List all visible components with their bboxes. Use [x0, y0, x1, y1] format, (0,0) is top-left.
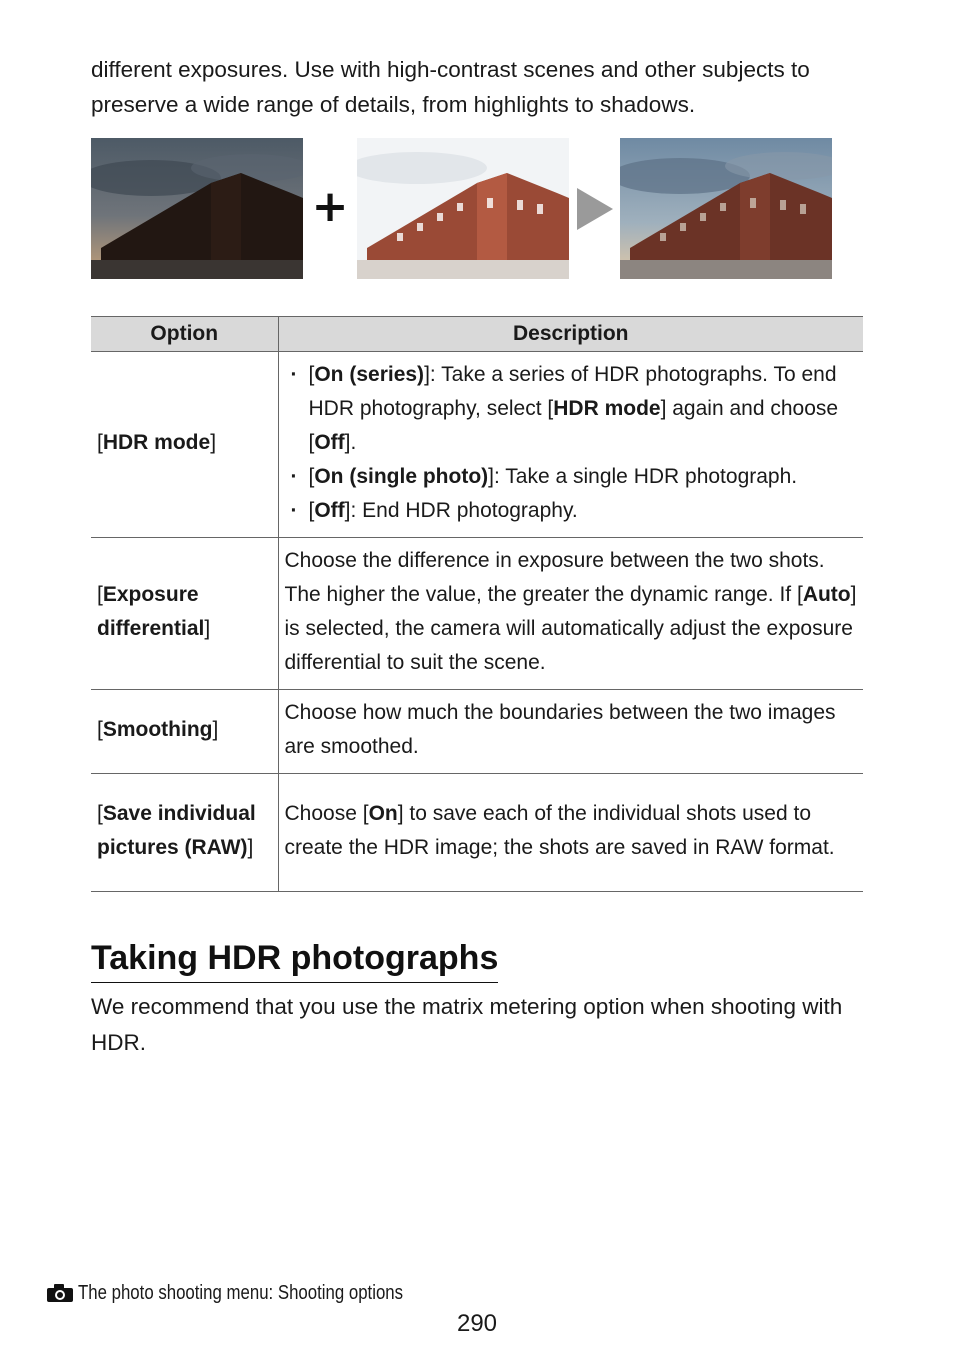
option-hdr-mode: [HDR mode] [91, 352, 278, 538]
table-row [91, 690, 863, 774]
hdr-illustration [91, 138, 833, 279]
intro-paragraph: different exposures. Use with high-contrast scenes and other subjects to preserve a wide range of details, from highlights to shadows. [91, 57, 810, 117]
table-header-row [91, 317, 863, 352]
footer-breadcrumb[interactable] [46, 1278, 465, 1308]
hdr-result-photo [620, 138, 832, 279]
section-body: We recommend that you use the matrix metering option when shooting with HDR. [91, 994, 843, 1055]
section-title: Taking HDR photographs [91, 934, 498, 983]
column-header-option: Option [91, 317, 278, 352]
overexposed-photo [357, 138, 569, 279]
list-item: · [On (series)]: Take a series of HDR photographs. To end HDR photography, select [HDR mode] again and choose [Off]. [285, 358, 858, 460]
description-hdr-mode [278, 352, 863, 538]
description-save-individual-pictures: Choose [On] to save each of the individual shots used to create the HDR image; the shots are saved in RAW format. [278, 774, 863, 892]
table-row [91, 352, 863, 538]
plus-icon: + [311, 181, 349, 232]
description-exposure-differential: Choose the difference in exposure between the two shots. The higher the value, the greater the dynamic range. If [Auto] is selected, the camera will automatically adjust the exposure differential to suit the scene. [278, 538, 863, 690]
camera-icon [46, 1283, 74, 1303]
option-save-individual-pictures: [Save individual pictures (RAW)] [91, 774, 278, 892]
breadcrumb-text[interactable]: The photo shooting menu: Shooting options [78, 1281, 404, 1304]
page-number: 290 [456, 1310, 498, 1337]
option-smoothing: [Smoothing] [91, 690, 278, 774]
underexposed-photo [91, 138, 303, 279]
table-row [91, 538, 863, 690]
option-exposure-differential: [Exposure differential] [91, 538, 278, 690]
list-item: · [On (single photo)]: Take a single HDR photograph. [285, 460, 858, 494]
arrow-right-icon [577, 188, 613, 230]
column-header-description: Description [278, 317, 863, 352]
list-item: · [Off]: End HDR photography. [285, 494, 858, 528]
hdr-options-table [91, 316, 863, 892]
description-smoothing: Choose how much the boundaries between the two images are smoothed. [278, 690, 863, 774]
table-row [91, 774, 863, 892]
